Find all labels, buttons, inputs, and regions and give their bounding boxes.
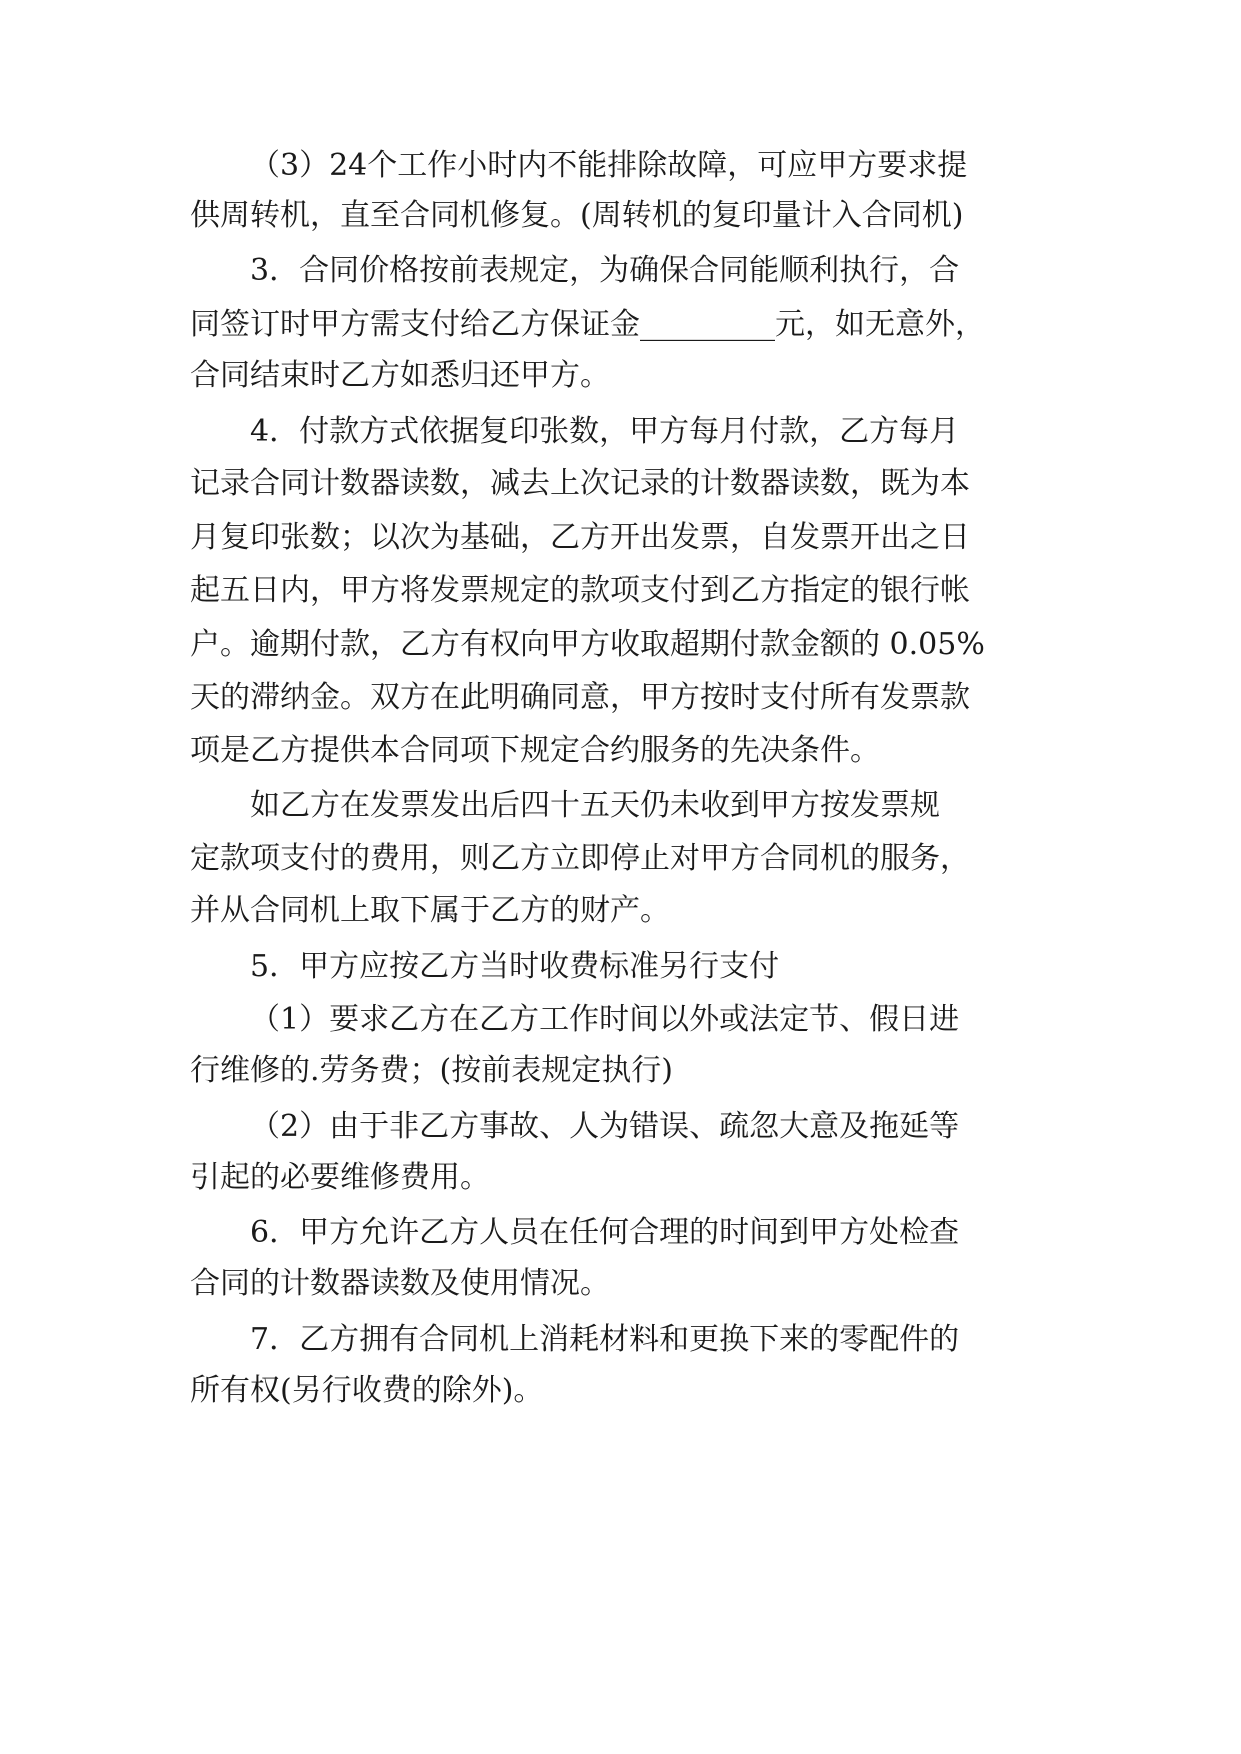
line-text: 6．甲方允许乙方人员在任何合理的时间到甲方处检查 [250, 1215, 960, 1250]
text-line [250, 1105, 1150, 1149]
text-line [190, 194, 1090, 238]
line-text: 7．乙方拥有合同机上消耗材料和更换下来的零配件的 [250, 1322, 960, 1357]
text-line [190, 676, 1090, 720]
text-line [190, 623, 1090, 667]
line-text: 户。逾期付款，乙方有权向甲方收取超期付款金额的 0.05% [190, 627, 985, 662]
text-line [190, 837, 1090, 881]
line-text: 项是乙方提供本合同项下规定合约服务的先决条件。 [190, 733, 880, 768]
line-text: 合同的计数器读数及使用情况。 [190, 1266, 610, 1301]
line-text: 天的滞纳金。双方在此明确同意，甲方按时支付所有发票款 [190, 680, 970, 715]
line-text: （3）24个工作小时内不能排除故障，可应甲方要求提 [250, 148, 968, 183]
line-text: 起五日内，甲方将发票规定的款项支付到乙方指定的银行帐 [190, 573, 970, 608]
text-line [250, 144, 1150, 188]
text-line [190, 354, 1090, 398]
text-line [250, 410, 1150, 454]
line-text: （2）由于非乙方事故、人为错误、疏忽大意及拖延等 [250, 1109, 960, 1144]
line-text: 如乙方在发票发出后四十五天仍未收到甲方按发票规 [250, 788, 940, 823]
text-line [190, 1049, 1090, 1093]
text-line [190, 516, 1090, 560]
line-text: 月复印张数；以次为基础，乙方开出发票，自发票开出之日 [190, 520, 970, 555]
text-line [250, 1318, 1150, 1362]
text-line [190, 1156, 1090, 1200]
line-text: 供周转机，直至合同机修复。(周转机的复印量计入合同机) [190, 198, 964, 233]
text-line [250, 1211, 1150, 1255]
text-line [190, 1262, 1090, 1306]
text-line [250, 249, 1150, 293]
line-text: 5．甲方应按乙方当时收费标准另行支付 [250, 949, 780, 984]
text-line [190, 569, 1090, 613]
line-text: 合同结束时乙方如悉归还甲方。 [190, 358, 610, 393]
line-text: 所有权(另行收费的除外)。 [190, 1373, 544, 1408]
line-text: 4．付款方式依据复印张数，甲方每月付款，乙方每月 [250, 414, 960, 449]
text-line [250, 998, 1150, 1042]
text-line [190, 303, 1090, 347]
line-text: 并从合同机上取下属于乙方的财产。 [190, 893, 670, 928]
line-text: 同签订时甲方需支付给乙方保证金_________元，如无意外， [190, 307, 985, 342]
text-line [190, 462, 1090, 506]
line-text: 行维修的.劳务费；(按前表规定执行) [190, 1053, 673, 1088]
line-text: 3．合同价格按前表规定，为确保合同能顺利执行，合 [250, 253, 960, 288]
text-line [190, 889, 1090, 933]
line-text: 引起的必要维修费用。 [190, 1160, 490, 1195]
text-line [190, 1369, 1090, 1413]
line-text: （1）要求乙方在乙方工作时间以外或法定节、假日进 [250, 1002, 960, 1037]
text-line [250, 784, 1150, 828]
text-line [250, 945, 1150, 989]
line-text: 定款项支付的费用，则乙方立即停止对甲方合同机的服务， [190, 841, 970, 876]
line-text: 记录合同计数器读数，减去上次记录的计数器读数，既为本 [190, 466, 970, 501]
text-line [190, 729, 1090, 773]
